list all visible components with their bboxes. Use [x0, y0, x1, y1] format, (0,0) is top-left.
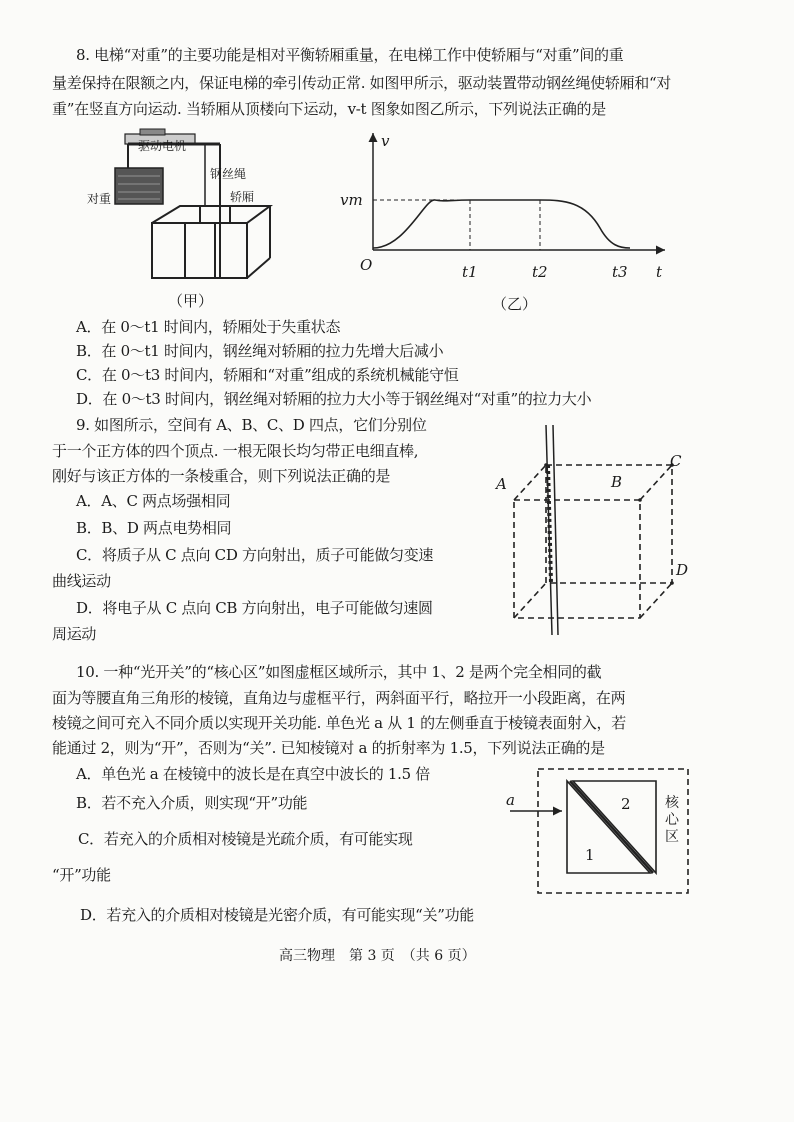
q9-option-d-line2: 周运动: [52, 625, 97, 643]
prism-1-label: 1: [585, 846, 595, 864]
t3-label: t3: [612, 263, 628, 281]
prism-1: [567, 781, 650, 873]
prism-2-label: 2: [621, 795, 631, 813]
q9-stem-line3: 刚好与该正方体的一条棱重合，则下列说法正确的是: [52, 467, 391, 485]
q10-option-d: D．若充入的介质相对棱镜是光密介质，有可能实现“关”功能: [80, 906, 474, 924]
vm-label: vm: [340, 191, 363, 209]
rod-left: [546, 425, 552, 635]
vertex-c-label: C: [670, 452, 682, 470]
motor-top: [140, 129, 165, 135]
q8-stem-line3: 重”在竖直方向运动. 当轿厢从顶楼向下运动，v-t 图象如图乙所示，下列说法正确的是: [52, 100, 606, 118]
t1-label: t1: [462, 263, 478, 281]
origin-label: O: [360, 256, 373, 274]
fig-yi-caption: （乙）: [492, 295, 538, 313]
rope-label: 钢丝绳: [210, 167, 247, 181]
gap-medium: [570, 781, 653, 873]
q8-option-d: D．在 0～t3 时间内，钢丝绳对轿厢的拉力大小等于钢丝绳对“对重”的拉力大小: [76, 390, 592, 408]
q9-option-c-line1: C．将质子从 C 点向 CD 方向射出，质子可能做匀变速: [76, 546, 434, 564]
motor-label: 驱动电机: [138, 139, 187, 153]
vertex-b-label: B: [611, 473, 623, 491]
q10-stem-line3: 棱镜之间可充入不同介质以实现开关功能. 单色光 a 从 1 的左侧垂直于棱镜表面射入，若: [52, 714, 626, 732]
page-footer: 高三物理 第 3 页 （共 6 页）: [279, 948, 476, 964]
counterweight-label: 对重: [87, 192, 112, 206]
q10-option-a: A．单色光 a 在棱镜中的波长是在真空中波长的 1.5 倍: [76, 765, 431, 783]
q9-option-a: A．A、C 两点场强相同: [76, 492, 231, 510]
q10-stem-line2: 面为等腰直角三角形的棱镜，直角边与虚框平行，两斜面平行，略拉开一小段距离，在两: [52, 689, 626, 707]
car-label: 轿厢: [230, 190, 255, 204]
q8-option-c: C．在 0～t3 时间内，轿厢和“对重”组成的系统机械能守恒: [76, 366, 459, 384]
rod-right: [553, 425, 558, 635]
q10-option-c-line1: C．若充入的介质相对棱镜是光疏介质，有可能实现: [78, 830, 413, 848]
elevator-car: [152, 206, 270, 278]
fig-jia-caption: （甲）: [168, 292, 214, 310]
velocity-curve: [373, 200, 630, 248]
q8-option-a: A．在 0～t1 时间内，轿厢处于失重状态: [76, 318, 341, 336]
q9-option-b: B．B、D 两点电势相同: [76, 519, 232, 537]
t2-label: t2: [532, 263, 548, 281]
vertex-d-label: D: [676, 561, 689, 579]
vertex-a-label: A: [496, 475, 507, 493]
q9-option-c-line2: 曲线运动: [52, 572, 111, 590]
q8-stem-line2: 量差保持在限额之内，保证电梯的牵引传动正常. 如图甲所示，驱动装置带动钢丝绳使轿厢和“对: [52, 74, 672, 92]
q8-stem-line1: 8. 电梯“对重”的主要功能是相对平衡轿厢重量，在电梯工作中使轿厢与“对重”间的重: [76, 46, 624, 64]
q10-stem-line4: 能通过 2，则为“开”，否则为“关”. 已知棱镜对 a 的折射率为 1.5，下列说法正确的是: [52, 739, 605, 757]
core-region-label: 核心区: [665, 795, 679, 845]
q10-option-b: B．若不充入介质，则实现“开”功能: [76, 794, 308, 812]
q9-option-d-line1: D．将电子从 C 点向 CB 方向射出，电子可能做匀速圆: [76, 599, 433, 617]
v-axis-label: v: [381, 132, 390, 150]
q10-stem-line1: 10. 一种“光开关”的“核心区”如图虚框区域所示，其中 1、2 是两个完全相同的截: [76, 663, 602, 681]
q9-stem-line1: 9. 如图所示，空间有 A、B、C、D 四点，它们分别位: [76, 416, 427, 434]
t-axis-label: t: [656, 263, 663, 281]
q8-option-b: B．在 0～t1 时间内，钢丝绳对轿厢的拉力先增大后减小: [76, 342, 444, 360]
cube-diagram: [490, 425, 700, 640]
ray-a-label: a: [506, 791, 515, 809]
vt-graph: [355, 128, 675, 278]
q10-option-c-line2: “开”功能: [52, 866, 111, 884]
q9-stem-line2: 于一个正方体的四个顶点. 一根无限长均匀带正电细直棒,: [52, 442, 419, 460]
